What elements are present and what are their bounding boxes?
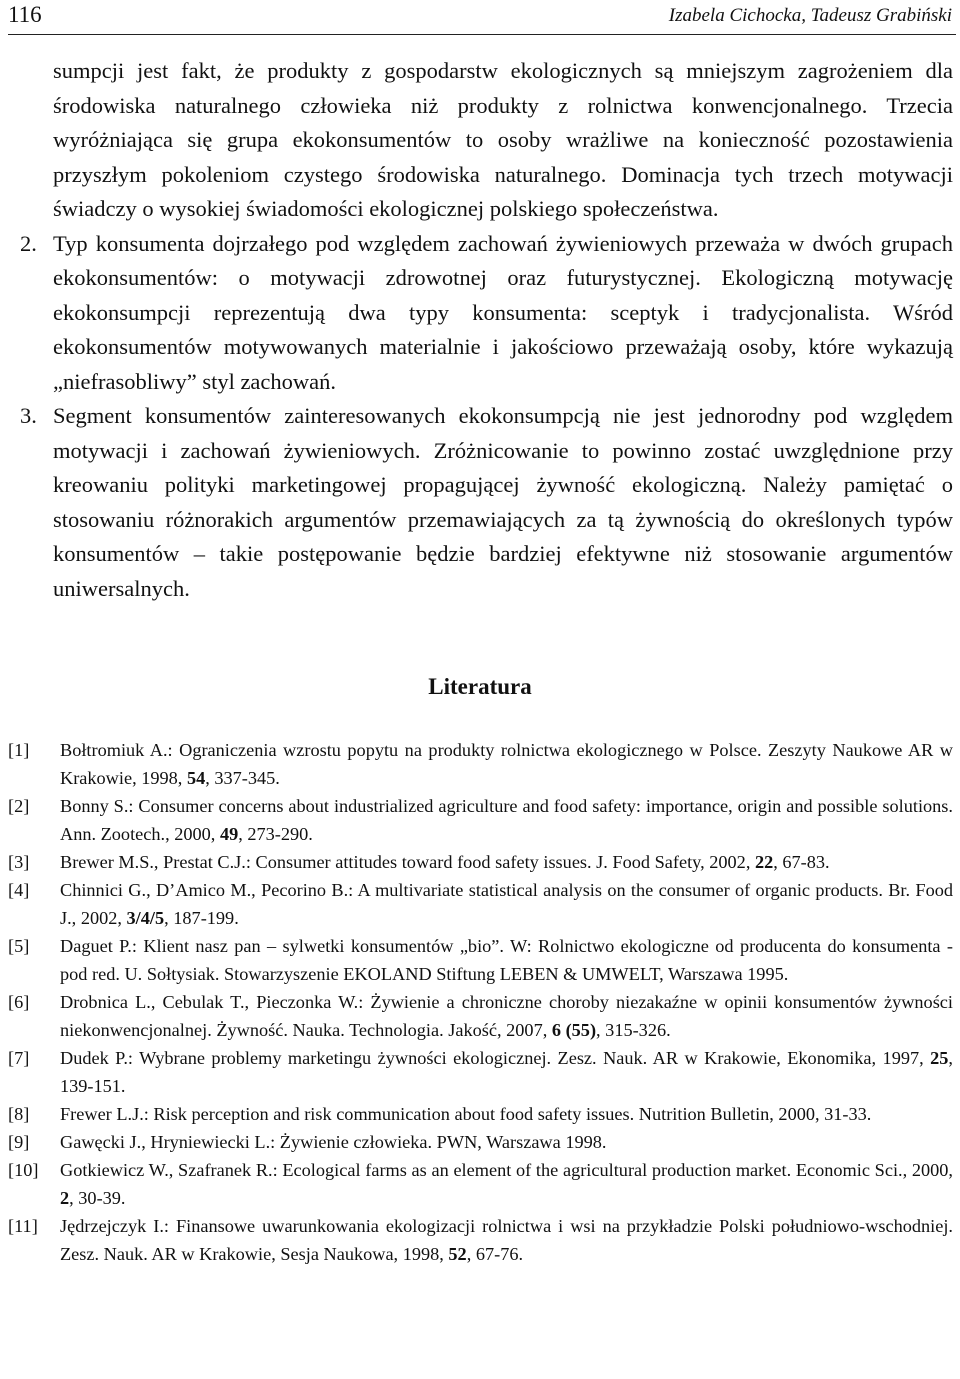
reference-text: Jędrzejczyk I.: Finansowe uwarunkowania ekologizacji rolnictwa i wsi na przykładzie Polski południowo-wschodniej. Zesz. Nauk. AR w Krakowie, Sesja Naukowa, 1998, bbox=[60, 1216, 953, 1264]
reference-volume: 52 bbox=[448, 1244, 467, 1264]
reference-list bbox=[8, 736, 953, 1268]
reference-item bbox=[8, 1100, 953, 1128]
conclusion-item bbox=[20, 399, 953, 606]
item-text: Typ konsumenta dojrzałego pod względem zachowań żywieniowych przeważa w dwóch grupach ekokonsumentów: o motywacji zdrowotnej oraz futurystycznej. Ekologiczną motywację ekokonsumpcji reprezentują dwa typy konsumenta: sceptyk i tradycjonalista. Wśród ekokonsumentów motywowanych materialnie i jakościowo przeważają osoby, które wykazują „niefrasobliwy” styl zachowań. bbox=[53, 230, 953, 394]
page-number: 116 bbox=[8, 2, 42, 27]
reference-pages: , 273-290. bbox=[238, 824, 313, 844]
reference-number: [8] bbox=[8, 1104, 30, 1124]
item-text: Segment konsumentów zainteresowanych ekokonsumpcją nie jest jednorodny pod względem motywacji i zachowań żywieniowych. Zróżnicowanie to powinno zostać uwzględnione przy kreowaniu polityki marketingowej propagującej żywność ekologiczną. Należy pamiętać o stosowaniu różnorakich argumentów przemawiających za tą żywnością do określonych typów konsumentów – takie postępowanie będzie bardziej efektywne niż stosowanie argumentów uniwersalnych. bbox=[53, 403, 953, 601]
reference-number: [1] bbox=[8, 740, 30, 760]
reference-number: [9] bbox=[8, 1132, 30, 1152]
reference-item bbox=[8, 1044, 953, 1100]
reference-text: Daguet P.: Klient nasz pan – sylwetki konsumentów „bio”. W: Rolnictwo ekologiczne od producenta do konsumenta - pod red. U. Sołtysiak. Stowarzyszenie EKOLAND Stiftung LEBEN & UMWELT, Warszawa 1995. bbox=[60, 936, 953, 984]
reference-text: Bołtromiuk A.: Ograniczenia wzrostu popytu na produkty rolnictwa ekologicznego w Polsce. Zeszyty Naukowe AR w Krakowie, 1998, bbox=[60, 740, 953, 788]
reference-volume: 54 bbox=[186, 768, 206, 788]
reference-number: [2] bbox=[8, 796, 30, 816]
reference-text: Chinnici G., D’Amico M., Pecorino B.: A multivariate statistical analysis on the consumer of organic products. Br. Food J., 2002, bbox=[60, 880, 953, 928]
page-header bbox=[8, 0, 956, 35]
reference-number: [11] bbox=[8, 1216, 38, 1236]
reference-item bbox=[8, 1212, 953, 1268]
reference-item bbox=[8, 876, 953, 932]
reference-pages: , 67-76. bbox=[466, 1244, 524, 1264]
reference-volume: 25 bbox=[930, 1048, 949, 1068]
reference-text: Bonny S.: Consumer concerns about industrialized agriculture and food safety: importance, origin and possible solutions. Ann. Zootech., 2000, bbox=[60, 796, 953, 844]
reference-pages: , 67-83. bbox=[773, 852, 830, 872]
reference-text: Drobnica L., Cebulak T., Pieczonka W.: Żywienie a chroniczne choroby niezakaźne w opinii konsumentów żywności niekonwencjonalnej. Żywność. Nauka. Technologia. Jakość, 2007, bbox=[60, 992, 953, 1040]
reference-volume: 3/4/5 bbox=[126, 908, 165, 928]
reference-volume: 22 bbox=[754, 852, 774, 872]
reference-item bbox=[8, 1128, 953, 1156]
reference-number: [6] bbox=[8, 992, 30, 1012]
references-heading: Literatura bbox=[428, 674, 532, 699]
continuation-paragraph: sumpcji jest fakt, że produkty z gospodarstw ekologicznych są mniejszym zagrożeniem dla środowiska naturalnego człowieka niż produkty z rolnictwa konwencjonalnego. Trzecia wyróżniająca się grupa ekokonsumentów to osoby wrażliwe na konieczność pozostawienia przyszłym pokoleniom czystego środowiska naturalnego. Dominacja tych trzech motywacji świadczy o wysokiej świadomości ekologicznej polskiego społeczeństwa. bbox=[53, 58, 953, 221]
item-number: 3. bbox=[20, 403, 37, 428]
reference-pages: , 187-199. bbox=[164, 908, 239, 928]
reference-number: [10] bbox=[8, 1160, 39, 1180]
reference-text: Dudek P.: Wybrane problemy marketingu żywności ekologicznej. Zesz. Nauk. AR w Krakowie, Ekonomika, 1997, bbox=[60, 1048, 931, 1068]
conclusions-body bbox=[20, 54, 953, 606]
reference-number: [3] bbox=[8, 852, 30, 872]
reference-item bbox=[8, 988, 953, 1044]
reference-volume: 6 (55) bbox=[551, 1020, 597, 1040]
reference-text: Gawęcki J., Hryniewiecki L.: Żywienie człowieka. PWN, Warszawa 1998. bbox=[60, 1132, 607, 1152]
reference-number: [5] bbox=[8, 936, 30, 956]
reference-number: [7] bbox=[8, 1048, 30, 1068]
reference-item bbox=[8, 932, 953, 988]
reference-pages: , 315-326. bbox=[596, 1020, 671, 1040]
reference-item bbox=[8, 848, 953, 876]
reference-item bbox=[8, 792, 953, 848]
reference-text: Frewer L.J.: Risk perception and risk communication about food safety issues. Nutrition Bulletin, 2000, 31-33. bbox=[60, 1104, 872, 1124]
reference-pages: , 30-39. bbox=[69, 1188, 126, 1208]
reference-pages: , 139-151. bbox=[60, 1048, 953, 1096]
conclusion-item bbox=[20, 227, 953, 400]
reference-text: Gotkiewicz W., Szafranek R.: Ecological farms as an element of the agricultural production market. Economic Sci., 2000, bbox=[60, 1160, 953, 1180]
reference-number: [4] bbox=[8, 880, 30, 900]
reference-item bbox=[8, 736, 953, 792]
item-number: 2. bbox=[20, 230, 37, 256]
reference-text: Brewer M.S., Prestat C.J.: Consumer attitudes toward food safety issues. J. Food Safety, 2002, bbox=[60, 852, 755, 872]
running-head-authors: Izabela Cichocka, Tadeusz Grabiński bbox=[668, 5, 952, 26]
reference-item bbox=[8, 1156, 953, 1212]
reference-volume: 49 bbox=[219, 824, 239, 844]
reference-pages: , 337-345. bbox=[205, 768, 280, 788]
reference-volume: 2 bbox=[60, 1188, 70, 1208]
